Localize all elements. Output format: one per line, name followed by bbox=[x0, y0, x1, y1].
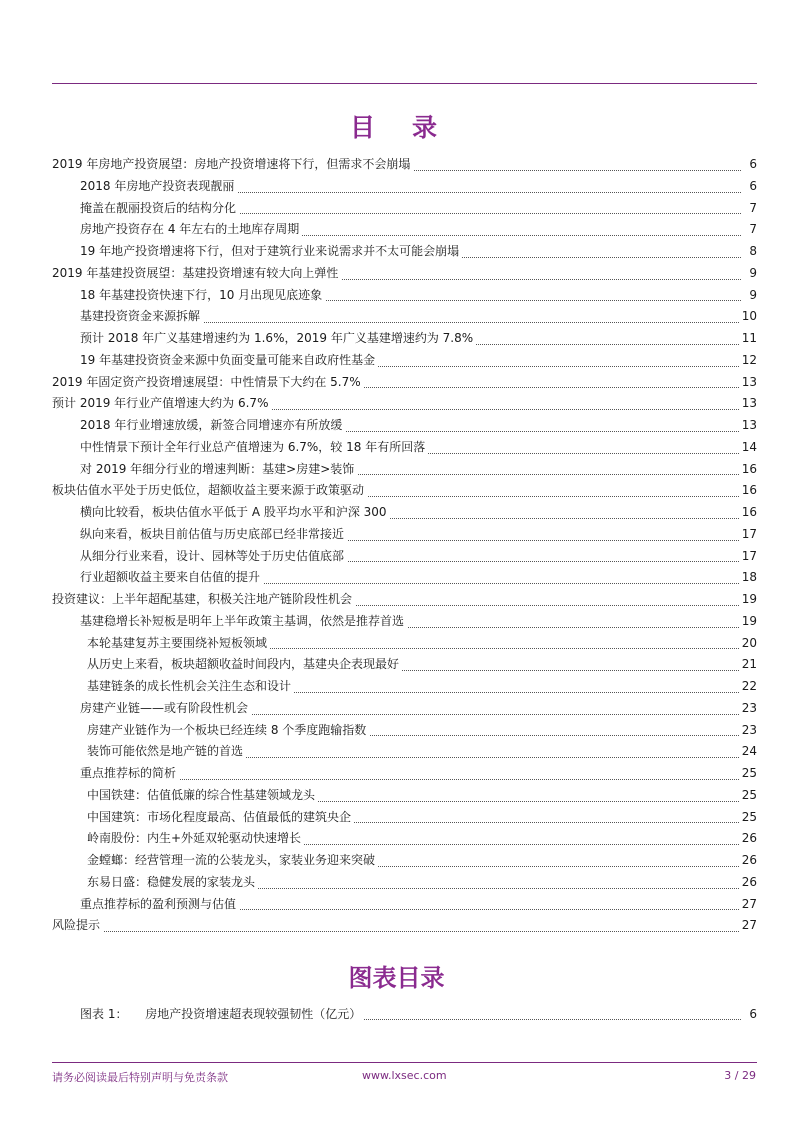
dot-leader bbox=[52, 931, 741, 932]
toc-entry-page-number: 13 bbox=[739, 415, 757, 437]
toc-entry-page-number: 7 bbox=[746, 219, 757, 241]
toc-entry[interactable] bbox=[52, 611, 757, 633]
toc-entry-page-number: 25 bbox=[739, 763, 757, 785]
toc-entry-page-number: 18 bbox=[739, 567, 757, 589]
toc-entry-title: 横向比较看，板块估值水平低于 A 股平均水平和沪深 300 bbox=[80, 502, 390, 524]
toc-entry[interactable] bbox=[52, 676, 757, 698]
toc-entry-title: 东易日盛：稳健发展的家装龙头 bbox=[87, 872, 258, 894]
toc-entry[interactable] bbox=[52, 698, 757, 720]
toc-entry-page-number: 23 bbox=[739, 698, 757, 720]
toc-entry-page-number: 14 bbox=[739, 437, 757, 459]
toc-entry-page-number: 21 bbox=[739, 654, 757, 676]
toc-entry-title: 19 年基建投资资金来源中负面变量可能来自政府性基金 bbox=[80, 350, 378, 372]
toc-entry-page-number: 25 bbox=[739, 807, 757, 829]
toc-entry-title: 从历史上来看，板块超额收益时间段内，基建央企表现最好 bbox=[87, 654, 402, 676]
toc-entry[interactable] bbox=[52, 807, 757, 829]
toc-entry[interactable] bbox=[52, 720, 757, 742]
toc-entry-title: 对 2019 年细分行业的增速判断：基建>房建>装饰 bbox=[80, 459, 357, 481]
toc-entry-title: 18 年基建投资快速下行，10 月出现见底迹象 bbox=[80, 285, 325, 307]
toc-entry-page-number: 7 bbox=[746, 198, 757, 220]
toc-entry-page-number: 12 bbox=[739, 350, 757, 372]
toc-entry[interactable] bbox=[52, 894, 757, 916]
toc-entry-title: 房地产投资存在 4 年左右的土地库存周期 bbox=[80, 219, 302, 241]
toc-entry[interactable] bbox=[52, 633, 757, 655]
toc-entry-page-number: 27 bbox=[739, 894, 757, 916]
toc-entry-page-number: 6 bbox=[746, 154, 757, 176]
toc-entry-page-number: 9 bbox=[746, 285, 757, 307]
toc-entry-title: 投资建议：上半年超配基建，积极关注地产链阶段性机会 bbox=[52, 589, 355, 611]
toc-entry-title: 2019 年房地产投资展望：房地产投资增速将下行，但需求不会崩塌 bbox=[52, 154, 413, 176]
toc-entry-title: 风险提示 bbox=[52, 915, 103, 937]
toc-entry-title: 行业超额收益主要来自估值的提升 bbox=[80, 567, 263, 589]
toc-entry-title: 装饰可能依然是地产链的首选 bbox=[87, 741, 246, 763]
toc-entry-page-number: 24 bbox=[739, 741, 757, 763]
toc-entry-page-number: 13 bbox=[739, 372, 757, 394]
toc-entry-title: 2018 年房地产投资表现靓丽 bbox=[80, 176, 237, 198]
toc-entry[interactable] bbox=[52, 198, 757, 220]
toc-entry-title: 2019 年固定资产投资增速展望：中性情景下大约在 5.7% bbox=[52, 372, 364, 394]
toc-entry-title: 岭南股份：内生+外延双轮驱动快速增长 bbox=[87, 828, 304, 850]
toc-entry-page-number: 27 bbox=[739, 915, 757, 937]
toc-entry-title: 基建投资资金来源拆解 bbox=[80, 306, 203, 328]
toc-entry-title: 基建稳增长补短板是明年上半年政策主基调，依然是推荐首选 bbox=[80, 611, 407, 633]
toc-entry-page-number: 13 bbox=[739, 393, 757, 415]
toc-entry[interactable] bbox=[52, 393, 757, 415]
toc-entry-title: 纵向来看，板块目前估值与历史底部已经非常接近 bbox=[80, 524, 347, 546]
toc-entry[interactable] bbox=[52, 872, 757, 894]
toc-entry-title: 中国建筑：市场化程度最高、估值最低的建筑央企 bbox=[87, 807, 354, 829]
toc-entry[interactable] bbox=[52, 828, 757, 850]
figure-page-number: 6 bbox=[746, 1003, 757, 1025]
toc-entry[interactable] bbox=[52, 589, 757, 611]
toc-entry-title: 掩盖在靓丽投资后的结构分化 bbox=[80, 198, 239, 220]
toc-entry[interactable] bbox=[52, 915, 757, 937]
toc-entry-page-number: 26 bbox=[739, 872, 757, 894]
toc-entry-page-number: 26 bbox=[739, 828, 757, 850]
toc-entry-title: 本轮基建复苏主要围绕补短板领域 bbox=[87, 633, 270, 655]
toc-entry-page-number: 16 bbox=[739, 502, 757, 524]
toc-entry-page-number: 17 bbox=[739, 546, 757, 568]
toc-entry-title: 房建产业链——或有阶段性机会 bbox=[80, 698, 251, 720]
toc-entry[interactable] bbox=[52, 741, 757, 763]
toc-entry[interactable] bbox=[52, 850, 757, 872]
figure-title: 房地产投资增速超表现较强韧性（亿元） bbox=[145, 1007, 362, 1021]
figure-label: 图表 1： bbox=[80, 1007, 128, 1021]
toc-entry[interactable] bbox=[52, 502, 757, 524]
toc-entry-title: 从细分行业来看，设计、园林等处于历史估值底部 bbox=[80, 546, 347, 568]
toc-entry-page-number: 6 bbox=[746, 176, 757, 198]
toc-entry[interactable] bbox=[52, 654, 757, 676]
toc-entry-title: 房建产业链作为一个板块已经连续 8 个季度跑输指数 bbox=[87, 720, 369, 742]
toc-entry-title: 19 年地产投资增速将下行，但对于建筑行业来说需求并不太可能会崩塌 bbox=[80, 241, 462, 263]
toc-entry-title: 预计 2019 年行业产值增速大约为 6.7% bbox=[52, 393, 271, 415]
toc-entry-page-number: 19 bbox=[739, 611, 757, 633]
toc-entry-page-number: 16 bbox=[739, 459, 757, 481]
toc-entry[interactable] bbox=[52, 372, 757, 394]
toc-entry-page-number: 9 bbox=[746, 263, 757, 285]
dot-leader bbox=[80, 779, 741, 780]
figures-section-title: 图表目录 bbox=[348, 964, 445, 992]
toc-entry[interactable] bbox=[52, 219, 757, 241]
toc-entry[interactable] bbox=[52, 241, 757, 263]
toc-entry[interactable] bbox=[52, 263, 757, 285]
toc-entry-title: 2019 年基建投资展望：基建投资增速有较大向上弹性 bbox=[52, 263, 341, 285]
toc-entry[interactable] bbox=[52, 285, 757, 307]
toc-entry-title: 重点推荐标的盈利预测与估值 bbox=[80, 894, 239, 916]
toc-entry-title: 基建链条的成长性机会关注生态和设计 bbox=[87, 676, 294, 698]
toc-entry[interactable] bbox=[52, 480, 757, 502]
toc-entry-title: 板块估值水平处于历史低位，超额收益主要来源于政策驱动 bbox=[52, 480, 367, 502]
toc-entry-page-number: 25 bbox=[739, 785, 757, 807]
toc-entry-page-number: 20 bbox=[739, 633, 757, 655]
toc-entry[interactable] bbox=[52, 459, 757, 481]
footer-website[interactable]: www.lxsec.com bbox=[362, 1069, 447, 1082]
toc-entry-title: 金螳螂：经营管理一流的公装龙头，家装业务迎来突破 bbox=[87, 850, 378, 872]
toc-entry[interactable] bbox=[52, 785, 757, 807]
toc-entry[interactable] bbox=[52, 437, 757, 459]
toc-entry-title: 2018 年行业增速放缓，新签合同增速亦有所放缓 bbox=[80, 415, 345, 437]
toc-entry-page-number: 26 bbox=[739, 850, 757, 872]
toc-entry[interactable] bbox=[52, 763, 757, 785]
toc-entry-title: 预计 2018 年广义基建增速约为 1.6%，2019 年广义基建增速约为 7.8% bbox=[80, 328, 476, 350]
toc-entry-page-number: 8 bbox=[746, 241, 757, 263]
toc-entry-page-number: 16 bbox=[739, 480, 757, 502]
toc-entry[interactable] bbox=[52, 154, 757, 176]
toc-entry-page-number: 19 bbox=[739, 589, 757, 611]
toc-entry-page-number: 23 bbox=[739, 720, 757, 742]
toc-entry-page-number: 17 bbox=[739, 524, 757, 546]
table-of-contents bbox=[52, 154, 757, 937]
footer-disclaimer: 请务必阅读最后特别声明与免责条款 bbox=[52, 1071, 228, 1084]
toc-entry-page-number: 10 bbox=[739, 306, 757, 328]
toc-entry[interactable] bbox=[52, 546, 757, 568]
toc-entry-title: 中国铁建：估值低廉的综合性基建领域龙头 bbox=[87, 785, 318, 807]
footer-page-indicator: 3 / 29 bbox=[724, 1069, 756, 1082]
toc-entry[interactable] bbox=[52, 567, 757, 589]
toc-entry-page-number: 11 bbox=[739, 328, 757, 350]
toc-entry[interactable] bbox=[52, 176, 757, 198]
toc-entry[interactable] bbox=[52, 415, 757, 437]
figure-toc-entry[interactable] bbox=[80, 1003, 757, 1025]
page-title: 目 录 bbox=[349, 113, 443, 142]
toc-entry-title: 重点推荐标的简析 bbox=[80, 763, 179, 785]
toc-entry-title: 中性情景下预计全年行业总产值增速为 6.7%，较 18 年有所回落 bbox=[80, 437, 428, 459]
header-rule bbox=[52, 83, 757, 84]
toc-entry[interactable] bbox=[52, 306, 757, 328]
toc-entry[interactable] bbox=[52, 350, 757, 372]
toc-entry-page-number: 22 bbox=[739, 676, 757, 698]
footer-rule bbox=[52, 1062, 757, 1063]
toc-entry[interactable] bbox=[52, 524, 757, 546]
toc-entry[interactable] bbox=[52, 328, 757, 350]
